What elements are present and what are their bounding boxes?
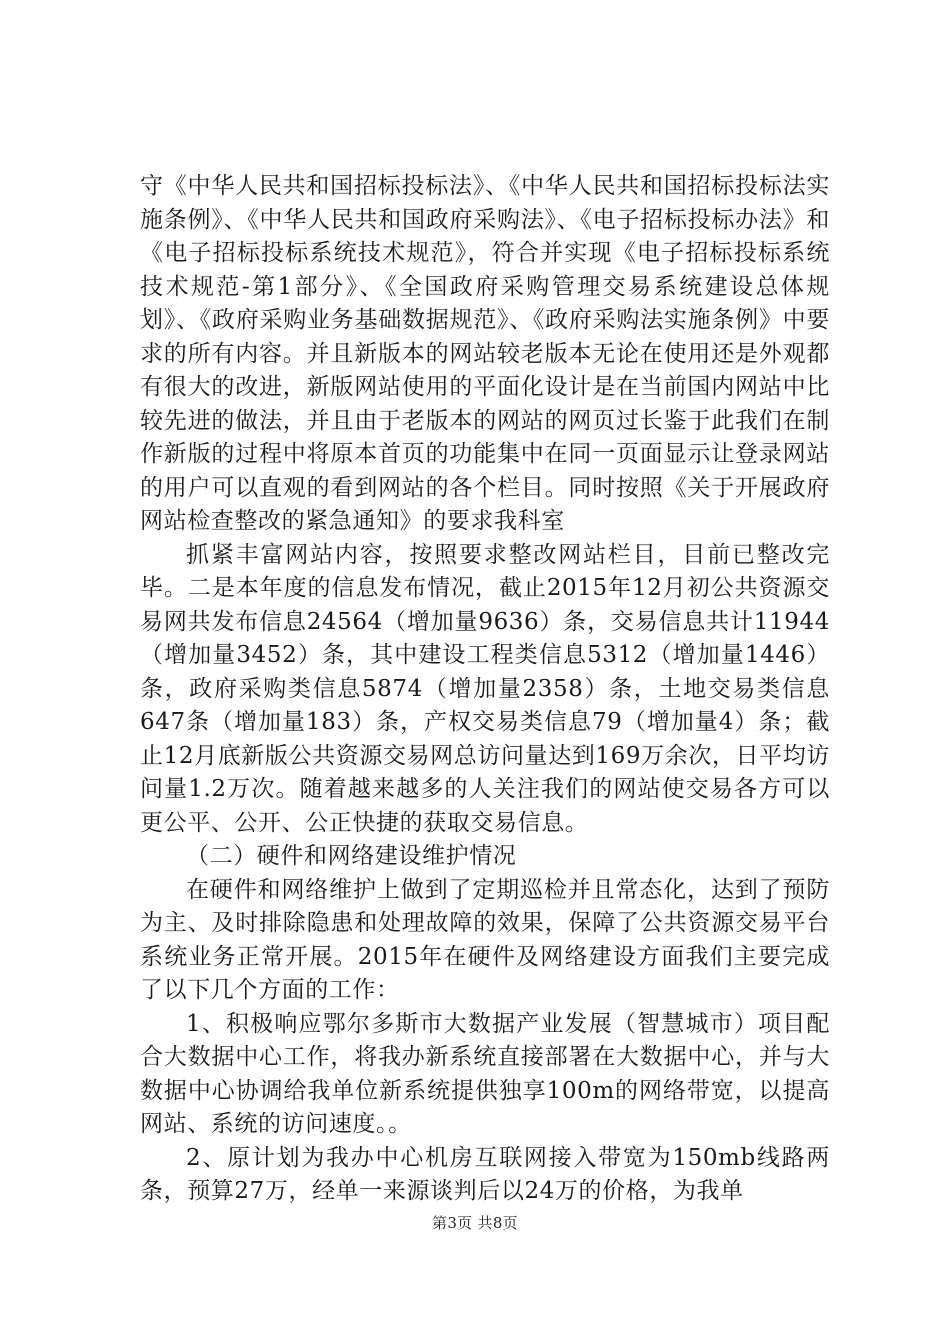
paragraph-hardware-maintenance: 在硬件和网络维护上做到了定期巡检并且常态化，达到了预防为主、及时排除隐患和处理故障的效果，保障了公共资源交易平台系统业务正常开展。2015年在硬件及网络建设方面我们主要完成了以下几个方面的工作： — [140, 876, 830, 1003]
paragraph-info-publishing: 抓紧丰富网站内容，按照要求整改网站栏目，目前已整改完毕。二是本年度的信息发布情况，截止2015年12月初公共资源交易网共发布信息24564（增加量9636）条，交易信息共计11944（增加量3452）条，其中建设工程类信息5312（增加量1446）条，政府采购类信息5874（增加量2358）条，土地交易类信息647条（增加量183）条，产权交易类信息79（增加量4）条；截止12月底新版公共资源交易网总访问量达到169万余次，日平均访问量1.2万次。随着越来越多的人关注我们的网站使交易各方可以更公平、公开、公正快捷的获取交易信息。 — [140, 541, 830, 836]
paragraph-website-standards: 守《中华人民共和国招标投标法》、《中华人民共和国招标投标法实施条例》、《中华人民共和国政府采购法》、《电子招标投标办法》和《电子招标投标系统技术规范》，符合并实现《电子招标投标系统技术规范-第1部分》、《全国政府采购管理交易系统建设总体规划》、《政府采购业务基础数据规范》、《政府采购法实施条例》中要求的所有内容。并且新版本的网站较老版本无论在使用还是外观都有很大的改进，新版网站使用的平面化设计是在当前国内网站中比较先进的做法，并且由于老版本的网站的网页过长鉴于此我们在制作新版的过程中将原本首页的功能集中在同一页面显示让登录网站的用户可以直观的看到网站的各个栏目。同时按照《关于开展政府网站检查整改的紧急通知》的要求我科室 — [140, 173, 830, 534]
section-heading-hardware-network: （二）硬件和网络建设维护情况 — [186, 843, 517, 869]
list-item-1-big-data: 1、积极响应鄂尔多斯市大数据产业发展（智慧城市）项目配合大数据中心工作，将我办新系统直接部署在大数据中心，并与大数据中心协调给我单位新系统提供独享100m的网络带宽，以提高网站、系统的访问速度。。 — [140, 1010, 830, 1137]
list-item-2-bandwidth: 2、原计划为我办中心机房互联网接入带宽为150mb线路两条，预算27万，经单一来源谈判后以24万的价格，为我单 — [140, 1144, 830, 1204]
page-number-footer: 第3页 共8页 — [432, 1214, 518, 1232]
document-body — [140, 170, 830, 1209]
